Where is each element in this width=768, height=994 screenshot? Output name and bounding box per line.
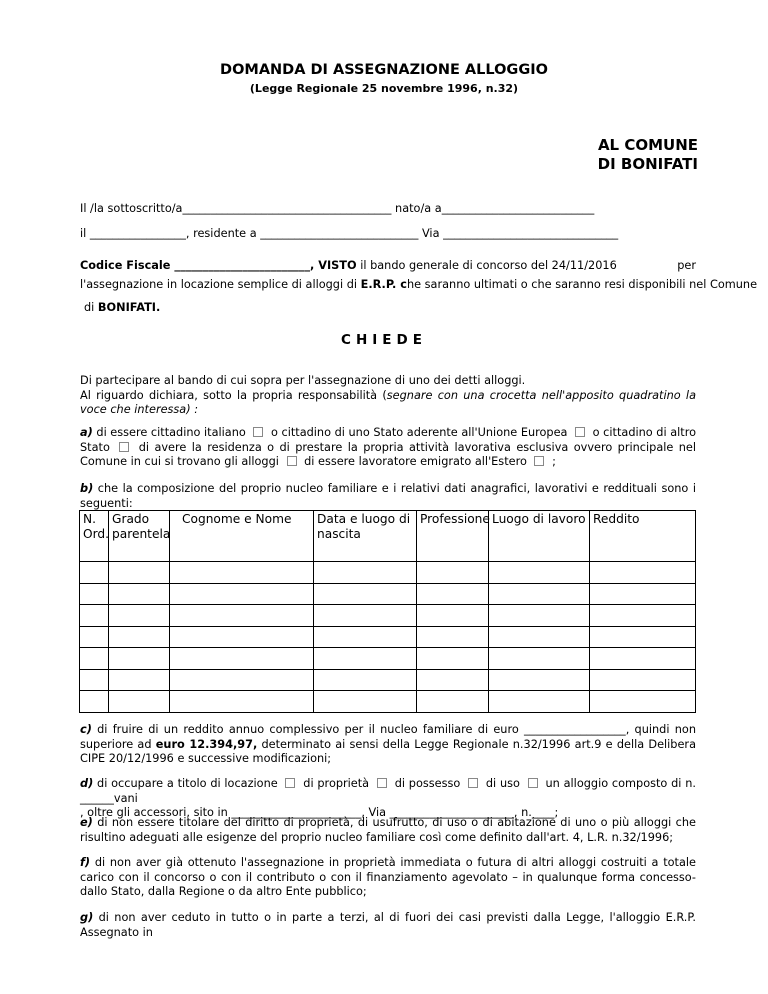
assignment-text-rest: he saranno ultimati o che saranno resi disponibili nel Comune bbox=[406, 278, 758, 291]
comune-prefix: di bbox=[84, 301, 98, 314]
col-header-professione: Professione bbox=[417, 511, 489, 562]
item-a bbox=[80, 426, 696, 470]
intro-text: Al riguardo dichiara, sotto la propria responsabilità ( bbox=[80, 388, 387, 402]
bando-text: il bando generale di concorso del 24/11/2016 bbox=[356, 259, 617, 272]
item-a-text-6: ; bbox=[548, 455, 556, 468]
visto-label: VISTO bbox=[318, 259, 357, 272]
table-cell[interactable] bbox=[590, 626, 696, 648]
table-row[interactable] bbox=[80, 583, 696, 605]
table-cell[interactable] bbox=[109, 605, 170, 627]
fiscal-code-line bbox=[80, 259, 696, 272]
item-e-label: e) bbox=[80, 816, 93, 829]
item-e bbox=[80, 816, 696, 845]
recipient bbox=[598, 136, 698, 174]
table-cell[interactable] bbox=[109, 583, 170, 605]
table-cell[interactable] bbox=[80, 605, 109, 627]
table-cell[interactable] bbox=[417, 669, 489, 691]
table-cell[interactable] bbox=[489, 562, 590, 584]
item-f-label: f) bbox=[80, 856, 91, 869]
item-b bbox=[80, 482, 696, 511]
item-e-text: di non essere titolare del diritto di proprietà, di usufrutto, di uso o di abitazione di uno o più alloggi che risultino adeguati alle esigenze del proprio nucleo familiare così come definito dall'art. 4, L.R. n.32/1996; bbox=[80, 816, 696, 844]
document-title: DOMANDA DI ASSEGNAZIONE ALLOGGIO bbox=[220, 62, 548, 78]
checkbox-emigrant[interactable] bbox=[534, 456, 544, 466]
item-f-text: di non aver già ottenuto l'assegnazione in proprietà immediata o futura di altri alloggi costruiti a totale carico con il concorso o con il contributo o con il finanziamento agevolato – in qualunque forma concesso- dallo Stato, dalla Regione o da altro Ente pubblico; bbox=[80, 856, 696, 898]
table-cell[interactable] bbox=[417, 583, 489, 605]
table-cell[interactable] bbox=[170, 626, 314, 648]
item-d-text-3: di possesso bbox=[390, 777, 465, 790]
fiscal-code-field[interactable]: ________________________, bbox=[170, 259, 319, 272]
item-a-text-4: di avere la residenza o di prestare la propria attività lavorativa esclusiva ovvero principale nel Comune in cui si trovano gli alloggi bbox=[80, 440, 696, 468]
intro-line-2 bbox=[80, 389, 696, 418]
table-cell[interactable] bbox=[417, 562, 489, 584]
item-g-label: g) bbox=[80, 911, 94, 924]
table-cell[interactable] bbox=[590, 648, 696, 670]
table-row[interactable] bbox=[80, 691, 696, 713]
table-cell[interactable] bbox=[590, 691, 696, 713]
col-header-grado: Grado parentela bbox=[109, 511, 170, 562]
erp-label: E.R.P. c bbox=[360, 278, 407, 291]
chiede-heading: CHIEDE bbox=[341, 332, 427, 348]
table-header-row bbox=[80, 511, 696, 562]
table-cell[interactable] bbox=[109, 562, 170, 584]
applicant-line-2[interactable]: il _________________, residente a ____________________________ Via _______________________________ bbox=[80, 227, 619, 240]
item-g bbox=[80, 911, 696, 940]
table-cell[interactable] bbox=[109, 648, 170, 670]
table-cell[interactable] bbox=[170, 605, 314, 627]
checkbox-proprieta[interactable] bbox=[377, 778, 387, 788]
recipient-line-1: AL COMUNE bbox=[597, 136, 698, 154]
table-cell[interactable] bbox=[489, 605, 590, 627]
table-cell[interactable] bbox=[80, 583, 109, 605]
table-cell[interactable] bbox=[80, 562, 109, 584]
fiscal-code-label: Codice Fiscale bbox=[80, 259, 171, 272]
checkbox-uso[interactable] bbox=[528, 778, 538, 788]
checkbox-eu[interactable] bbox=[575, 427, 585, 437]
item-d-text-2: di proprietà bbox=[299, 777, 373, 790]
comune-line bbox=[84, 301, 160, 314]
checkbox-locazione[interactable] bbox=[285, 778, 295, 788]
family-table bbox=[79, 510, 696, 713]
document-subtitle: (Legge Regionale 25 novembre 1996, n.32) bbox=[249, 82, 519, 95]
intro-italic: segnare con una crocetta nell'apposito quadratino la voce che interessa) : bbox=[80, 388, 696, 416]
table-cell[interactable] bbox=[489, 626, 590, 648]
table-cell[interactable] bbox=[590, 583, 696, 605]
col-header-lavoro: Luogo di lavoro bbox=[489, 511, 590, 562]
table-cell[interactable] bbox=[489, 583, 590, 605]
item-d-label: d) bbox=[80, 777, 94, 790]
item-c-label: c) bbox=[80, 723, 92, 736]
item-a-text-5: di essere lavoratore emigrato all'Estero bbox=[300, 455, 531, 468]
table-cell[interactable] bbox=[590, 562, 696, 584]
table-cell[interactable] bbox=[314, 562, 417, 584]
checkbox-other-state[interactable] bbox=[119, 442, 129, 452]
item-d-text-4: di uso bbox=[482, 777, 524, 790]
table-cell[interactable] bbox=[590, 669, 696, 691]
recipient-line-2: DI BONIFATI bbox=[597, 155, 698, 173]
intro-line-1: Di partecipare al bando di cui sopra per l'assegnazione di uno dei detti alloggi. bbox=[80, 374, 526, 387]
table-row[interactable] bbox=[80, 626, 696, 648]
table-cell[interactable] bbox=[417, 648, 489, 670]
table-cell[interactable] bbox=[80, 648, 109, 670]
comune-name: BONIFATI. bbox=[97, 301, 161, 314]
table-cell[interactable] bbox=[170, 648, 314, 670]
table-row[interactable] bbox=[80, 605, 696, 627]
item-g-text: di non aver ceduto in tutto o in parte a terzi, al di fuori dei casi previsti dalla Legge, l'alloggio E.R.P. Assegnato in bbox=[80, 911, 696, 939]
table-cell[interactable] bbox=[314, 648, 417, 670]
item-b-label: b) bbox=[80, 482, 94, 495]
col-header-nome: Cognome e Nome bbox=[170, 511, 314, 562]
table-cell[interactable] bbox=[417, 605, 489, 627]
table-cell[interactable] bbox=[314, 691, 417, 713]
table-row[interactable] bbox=[80, 648, 696, 670]
table-cell[interactable] bbox=[170, 583, 314, 605]
income-limit: euro 12.394,97, bbox=[155, 737, 258, 751]
col-header-n-ord: N. Ord. bbox=[80, 511, 109, 562]
table-cell[interactable] bbox=[314, 626, 417, 648]
table-cell[interactable] bbox=[489, 691, 590, 713]
item-d-text-1: di occupare a titolo di locazione bbox=[93, 777, 282, 790]
intro-paragraph bbox=[80, 374, 696, 418]
table-cell[interactable] bbox=[80, 691, 109, 713]
item-d bbox=[80, 777, 696, 821]
table-cell[interactable] bbox=[314, 605, 417, 627]
table-cell[interactable] bbox=[109, 691, 170, 713]
table-cell[interactable] bbox=[489, 669, 590, 691]
table-cell[interactable] bbox=[314, 583, 417, 605]
table-cell[interactable] bbox=[417, 626, 489, 648]
table-cell[interactable] bbox=[80, 626, 109, 648]
item-a-text-1: di essere cittadino italiano bbox=[92, 426, 250, 439]
table-cell[interactable] bbox=[489, 648, 590, 670]
table-cell[interactable] bbox=[109, 669, 170, 691]
table-cell[interactable] bbox=[314, 669, 417, 691]
item-c-text-1: di fruire di un reddito annuo complessivo per il nucleo familiare di euro __________________, quindi non superiore ad bbox=[80, 723, 696, 751]
table-cell[interactable] bbox=[109, 626, 170, 648]
item-d-text-5: un alloggio composto di n. ______vani bbox=[80, 777, 696, 805]
item-c-text-2: determinato ai sensi della Legge Regionale n.32/1996 art.9 e della Delibera CIPE 20/12/1996 e successive modificazioni; bbox=[80, 737, 696, 765]
table-cell[interactable] bbox=[417, 691, 489, 713]
table-cell[interactable] bbox=[590, 605, 696, 627]
table-cell[interactable] bbox=[170, 669, 314, 691]
item-d-text-6: , oltre gli accessori, sito in _______________________, Via ______________________, n.____; bbox=[80, 806, 559, 819]
assignment-text: l'assegnazione in locazione semplice di alloggi di bbox=[80, 278, 361, 291]
table-row[interactable] bbox=[80, 562, 696, 584]
per-text: per bbox=[677, 259, 696, 272]
applicant-line-1[interactable]: Il /la sottoscritto/a_____________________________________ nato/a a___________________________ bbox=[80, 202, 595, 215]
item-f bbox=[80, 856, 696, 900]
checkbox-possesso[interactable] bbox=[468, 778, 478, 788]
table-cell[interactable] bbox=[170, 691, 314, 713]
col-header-nascita: Data e luogo di nascita bbox=[314, 511, 417, 562]
item-c bbox=[80, 723, 696, 767]
table-row[interactable] bbox=[80, 669, 696, 691]
table-cell[interactable] bbox=[80, 669, 109, 691]
assignment-line bbox=[80, 278, 757, 291]
item-b-text: che la composizione del proprio nucleo familiare e i relativi dati anagrafici, lavorativi e reddituali sono i seguenti: bbox=[80, 482, 696, 510]
item-a-text-2: o cittadino di uno Stato aderente all'Unione Europea bbox=[267, 426, 572, 439]
checkbox-residence[interactable] bbox=[287, 456, 297, 466]
item-a-label: a) bbox=[80, 426, 93, 439]
item-a-text-3: o cittadino di altro Stato bbox=[80, 426, 696, 454]
table-cell[interactable] bbox=[170, 562, 314, 584]
checkbox-italian[interactable] bbox=[253, 427, 263, 437]
col-header-reddito: Reddito bbox=[590, 511, 696, 562]
